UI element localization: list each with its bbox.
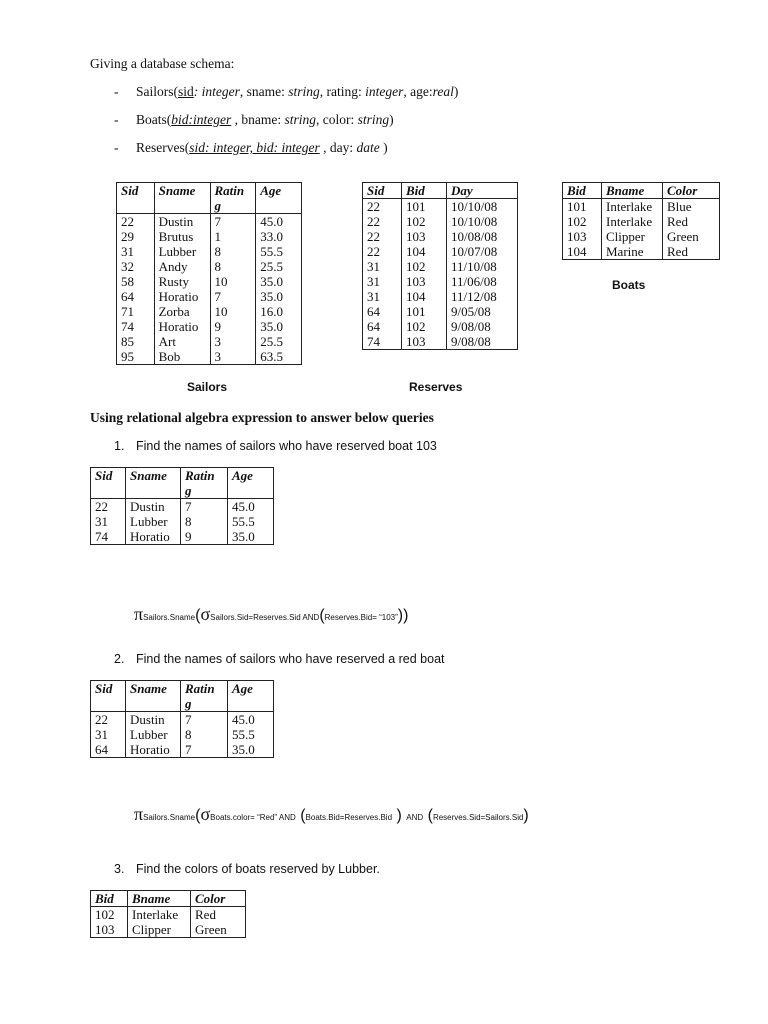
table-cell: Red (191, 907, 246, 923)
table-row (117, 259, 302, 274)
sailors-table (116, 182, 302, 365)
table-cell: Art (154, 334, 210, 349)
table-row (363, 199, 518, 215)
section-heading: Using relational algebra expression to answer below queries (90, 410, 434, 425)
table-cell: 3 (210, 349, 256, 365)
sailors-header-row (117, 183, 302, 214)
header-cell: Sid (91, 468, 126, 499)
table-cell: 31 (91, 727, 126, 742)
table-cell: 104 (402, 289, 447, 304)
table-cell: 71 (117, 304, 155, 319)
table-cell: 7 (210, 214, 256, 230)
table-cell: Brutus (154, 229, 210, 244)
table-cell: 9/08/08 (447, 319, 518, 334)
boats-table-container (562, 182, 720, 260)
table-cell: 103 (91, 922, 128, 938)
query-number: 1. (114, 439, 125, 453)
table-cell: Green (663, 229, 720, 244)
table-cell: Horatio (126, 529, 181, 545)
boats-header-row (563, 183, 720, 199)
table-cell: 74 (363, 334, 402, 350)
table-cell: 10/08/08 (447, 229, 518, 244)
table-cell: Red (663, 214, 720, 229)
table-cell: 32 (117, 259, 155, 274)
table-cell: 35.0 (256, 274, 302, 289)
table-cell: 74 (117, 319, 155, 334)
header-cell: Sname (126, 468, 181, 499)
table-cell: 11/12/08 (447, 289, 518, 304)
table-cell: Dustin (126, 499, 181, 515)
table-cell: 10 (210, 304, 256, 319)
table-cell: 10 (210, 274, 256, 289)
table-cell: 85 (117, 334, 155, 349)
table-row (91, 922, 246, 938)
table-cell: 35.0 (256, 319, 302, 334)
table-row (363, 289, 518, 304)
table-row (117, 244, 302, 259)
table-cell: 25.5 (256, 334, 302, 349)
header-cell: Sname (126, 681, 181, 712)
table-cell: 64 (363, 304, 402, 319)
table-cell: 7 (181, 499, 228, 515)
query-text: Find the names of sailors who have reserved boat 103 (136, 439, 437, 453)
table-cell: 7 (210, 289, 256, 304)
table-cell: 103 (402, 334, 447, 350)
header-cell: Ratin g (181, 681, 228, 712)
table-cell: 45.0 (228, 712, 274, 728)
q3-result-table (90, 890, 246, 938)
table-row (363, 274, 518, 289)
header-cell: Bid (402, 183, 447, 199)
table-cell: Rusty (154, 274, 210, 289)
table-cell: Zorba (154, 304, 210, 319)
table-cell: 31 (363, 274, 402, 289)
intro-text: Giving a database schema: (90, 56, 235, 71)
header-cell: Color (663, 183, 720, 199)
table-row (91, 712, 274, 728)
table-cell: 101 (402, 304, 447, 319)
table-cell: 3 (210, 334, 256, 349)
query-number: 3. (114, 862, 125, 876)
table-cell: 22 (363, 214, 402, 229)
table-cell: Lubber (126, 514, 181, 529)
table-cell: 45.0 (256, 214, 302, 230)
reserves-table (362, 182, 518, 350)
header-cell: Bname (128, 891, 191, 907)
table-cell: 10/10/08 (447, 214, 518, 229)
q3-table-container (90, 890, 246, 938)
table-cell: Bob (154, 349, 210, 365)
table-cell: 31 (363, 259, 402, 274)
table-cell: 25.5 (256, 259, 302, 274)
q1-result-table (90, 467, 274, 545)
table-cell: 11/06/08 (447, 274, 518, 289)
table-cell: Red (663, 244, 720, 260)
table-row (91, 727, 274, 742)
table-cell: Blue (663, 199, 720, 215)
table-row (363, 229, 518, 244)
reserves-table-container (362, 182, 518, 350)
table-row (117, 214, 302, 230)
header-cell: Day (447, 183, 518, 199)
schema-reserves: - Reserves(sid: integer, bid: integer , day: date ) (114, 140, 388, 155)
table-cell: 95 (117, 349, 155, 365)
table-row (117, 274, 302, 289)
table-cell: 64 (117, 289, 155, 304)
bullet-dash: - (114, 84, 119, 99)
q1-table-container (90, 467, 274, 545)
header-cell: Bid (91, 891, 128, 907)
table-cell: 35.0 (256, 289, 302, 304)
table-cell: 74 (91, 529, 126, 545)
boats-caption: Boats (612, 278, 646, 292)
table-cell: 64 (91, 742, 126, 758)
table-cell: 102 (91, 907, 128, 923)
header-cell: Sid (117, 183, 155, 214)
sailors-table-container (116, 182, 302, 365)
table-cell: 8 (181, 727, 228, 742)
table-cell: Interlake (128, 907, 191, 923)
table-cell: 7 (181, 742, 228, 758)
table-cell: 22 (363, 229, 402, 244)
query-1 (114, 439, 437, 453)
table-cell: 9 (181, 529, 228, 545)
table-cell: 64 (363, 319, 402, 334)
q2-header-row (91, 681, 274, 712)
table-row (117, 304, 302, 319)
reserves-header-row (363, 183, 518, 199)
table-cell: Clipper (602, 229, 663, 244)
table-cell: Clipper (128, 922, 191, 938)
header-cell: Ratin g (181, 468, 228, 499)
table-cell: 101 (563, 199, 602, 215)
schema-sailors: - Sailors(sid: integer, sname: string, rating: integer, age:real) (114, 84, 459, 99)
table-cell: 9/05/08 (447, 304, 518, 319)
table-cell: 7 (181, 712, 228, 728)
query-text: Find the names of sailors who have reserved a red boat (136, 652, 445, 666)
table-row (563, 214, 720, 229)
table-cell: 11/10/08 (447, 259, 518, 274)
table-row (563, 244, 720, 260)
table-cell: Horatio (154, 289, 210, 304)
table-cell: 9 (210, 319, 256, 334)
table-cell: Horatio (154, 319, 210, 334)
bullet-dash: - (114, 112, 119, 127)
table-cell: 103 (563, 229, 602, 244)
header-cell: Bid (563, 183, 602, 199)
table-cell: 22 (363, 199, 402, 215)
table-cell: 31 (363, 289, 402, 304)
q1-expression: πSailors.Sname(σSailors.Sid=Reserves.Sid AND(Reserves.Bid= “103”)) (134, 604, 409, 624)
table-cell: Marine (602, 244, 663, 260)
table-cell: 10/07/08 (447, 244, 518, 259)
table-cell: 104 (402, 244, 447, 259)
query-text: Find the colors of boats reserved by Lubber. (136, 862, 380, 876)
table-cell: Horatio (126, 742, 181, 758)
table-row (363, 214, 518, 229)
table-cell: 22 (91, 499, 126, 515)
header-cell: Age (228, 468, 274, 499)
boats-table (562, 182, 720, 260)
query-number: 2. (114, 652, 125, 666)
table-cell: 102 (563, 214, 602, 229)
table-row (117, 319, 302, 334)
table-row (117, 334, 302, 349)
table-row (363, 319, 518, 334)
table-cell: 22 (117, 214, 155, 230)
table-cell: 35.0 (228, 529, 274, 545)
table-cell: Green (191, 922, 246, 938)
table-cell: Andy (154, 259, 210, 274)
header-cell: Ratin g (210, 183, 256, 214)
table-cell: 101 (402, 199, 447, 215)
bullet-dash: - (114, 140, 119, 155)
table-cell: 102 (402, 319, 447, 334)
table-cell: 10/10/08 (447, 199, 518, 215)
reserves-caption: Reserves (409, 380, 463, 394)
table-cell: Lubber (154, 244, 210, 259)
table-row (563, 229, 720, 244)
q1-header-row (91, 468, 274, 499)
q2-table-container (90, 680, 274, 758)
table-row (117, 349, 302, 365)
table-cell: 1 (210, 229, 256, 244)
table-cell: 8 (210, 259, 256, 274)
table-cell: 22 (91, 712, 126, 728)
table-cell: 31 (117, 244, 155, 259)
table-cell: Lubber (126, 727, 181, 742)
table-row (91, 742, 274, 758)
table-row (91, 907, 246, 923)
table-cell: Dustin (126, 712, 181, 728)
table-cell: 45.0 (228, 499, 274, 515)
table-row (363, 259, 518, 274)
header-cell: Age (256, 183, 302, 214)
table-row (563, 199, 720, 215)
header-cell: Sname (154, 183, 210, 214)
table-row (363, 334, 518, 350)
table-cell: 8 (181, 514, 228, 529)
table-row (91, 499, 274, 515)
table-cell: 8 (210, 244, 256, 259)
table-cell: 22 (363, 244, 402, 259)
table-cell: Dustin (154, 214, 210, 230)
table-cell: 9/08/08 (447, 334, 518, 350)
header-cell: Bname (602, 183, 663, 199)
table-cell: 63.5 (256, 349, 302, 365)
table-row (117, 229, 302, 244)
table-cell: 103 (402, 274, 447, 289)
query-3 (114, 862, 380, 876)
table-cell: 55.5 (228, 727, 274, 742)
table-cell: 16.0 (256, 304, 302, 319)
table-cell: 102 (402, 214, 447, 229)
table-cell: 103 (402, 229, 447, 244)
table-cell: 102 (402, 259, 447, 274)
table-cell: 31 (91, 514, 126, 529)
table-cell: 33.0 (256, 229, 302, 244)
header-cell: Sid (91, 681, 126, 712)
table-cell: 55.5 (228, 514, 274, 529)
q3-header-row (91, 891, 246, 907)
schema-boats: - Boats(bid:integer , bname: string, color: string) (114, 112, 394, 127)
q2-result-table (90, 680, 274, 758)
sailors-caption: Sailors (187, 380, 228, 394)
table-row (363, 244, 518, 259)
table-cell: Interlake (602, 199, 663, 215)
header-cell: Color (191, 891, 246, 907)
table-cell: 29 (117, 229, 155, 244)
header-cell: Age (228, 681, 274, 712)
table-cell: Interlake (602, 214, 663, 229)
query-2 (114, 652, 445, 666)
table-cell: 55.5 (256, 244, 302, 259)
header-cell: Sid (363, 183, 402, 199)
table-row (91, 529, 274, 545)
table-cell: 104 (563, 244, 602, 260)
table-row (363, 304, 518, 319)
table-cell: 58 (117, 274, 155, 289)
q2-expression: πSailors.Sname(σBoats.color= “Red” AND (Boats.Bid=Reserves.Bid ) AND (Reserves.Sid=Sailors.Sid) (134, 804, 529, 824)
table-row (117, 289, 302, 304)
table-cell: 35.0 (228, 742, 274, 758)
table-row (91, 514, 274, 529)
